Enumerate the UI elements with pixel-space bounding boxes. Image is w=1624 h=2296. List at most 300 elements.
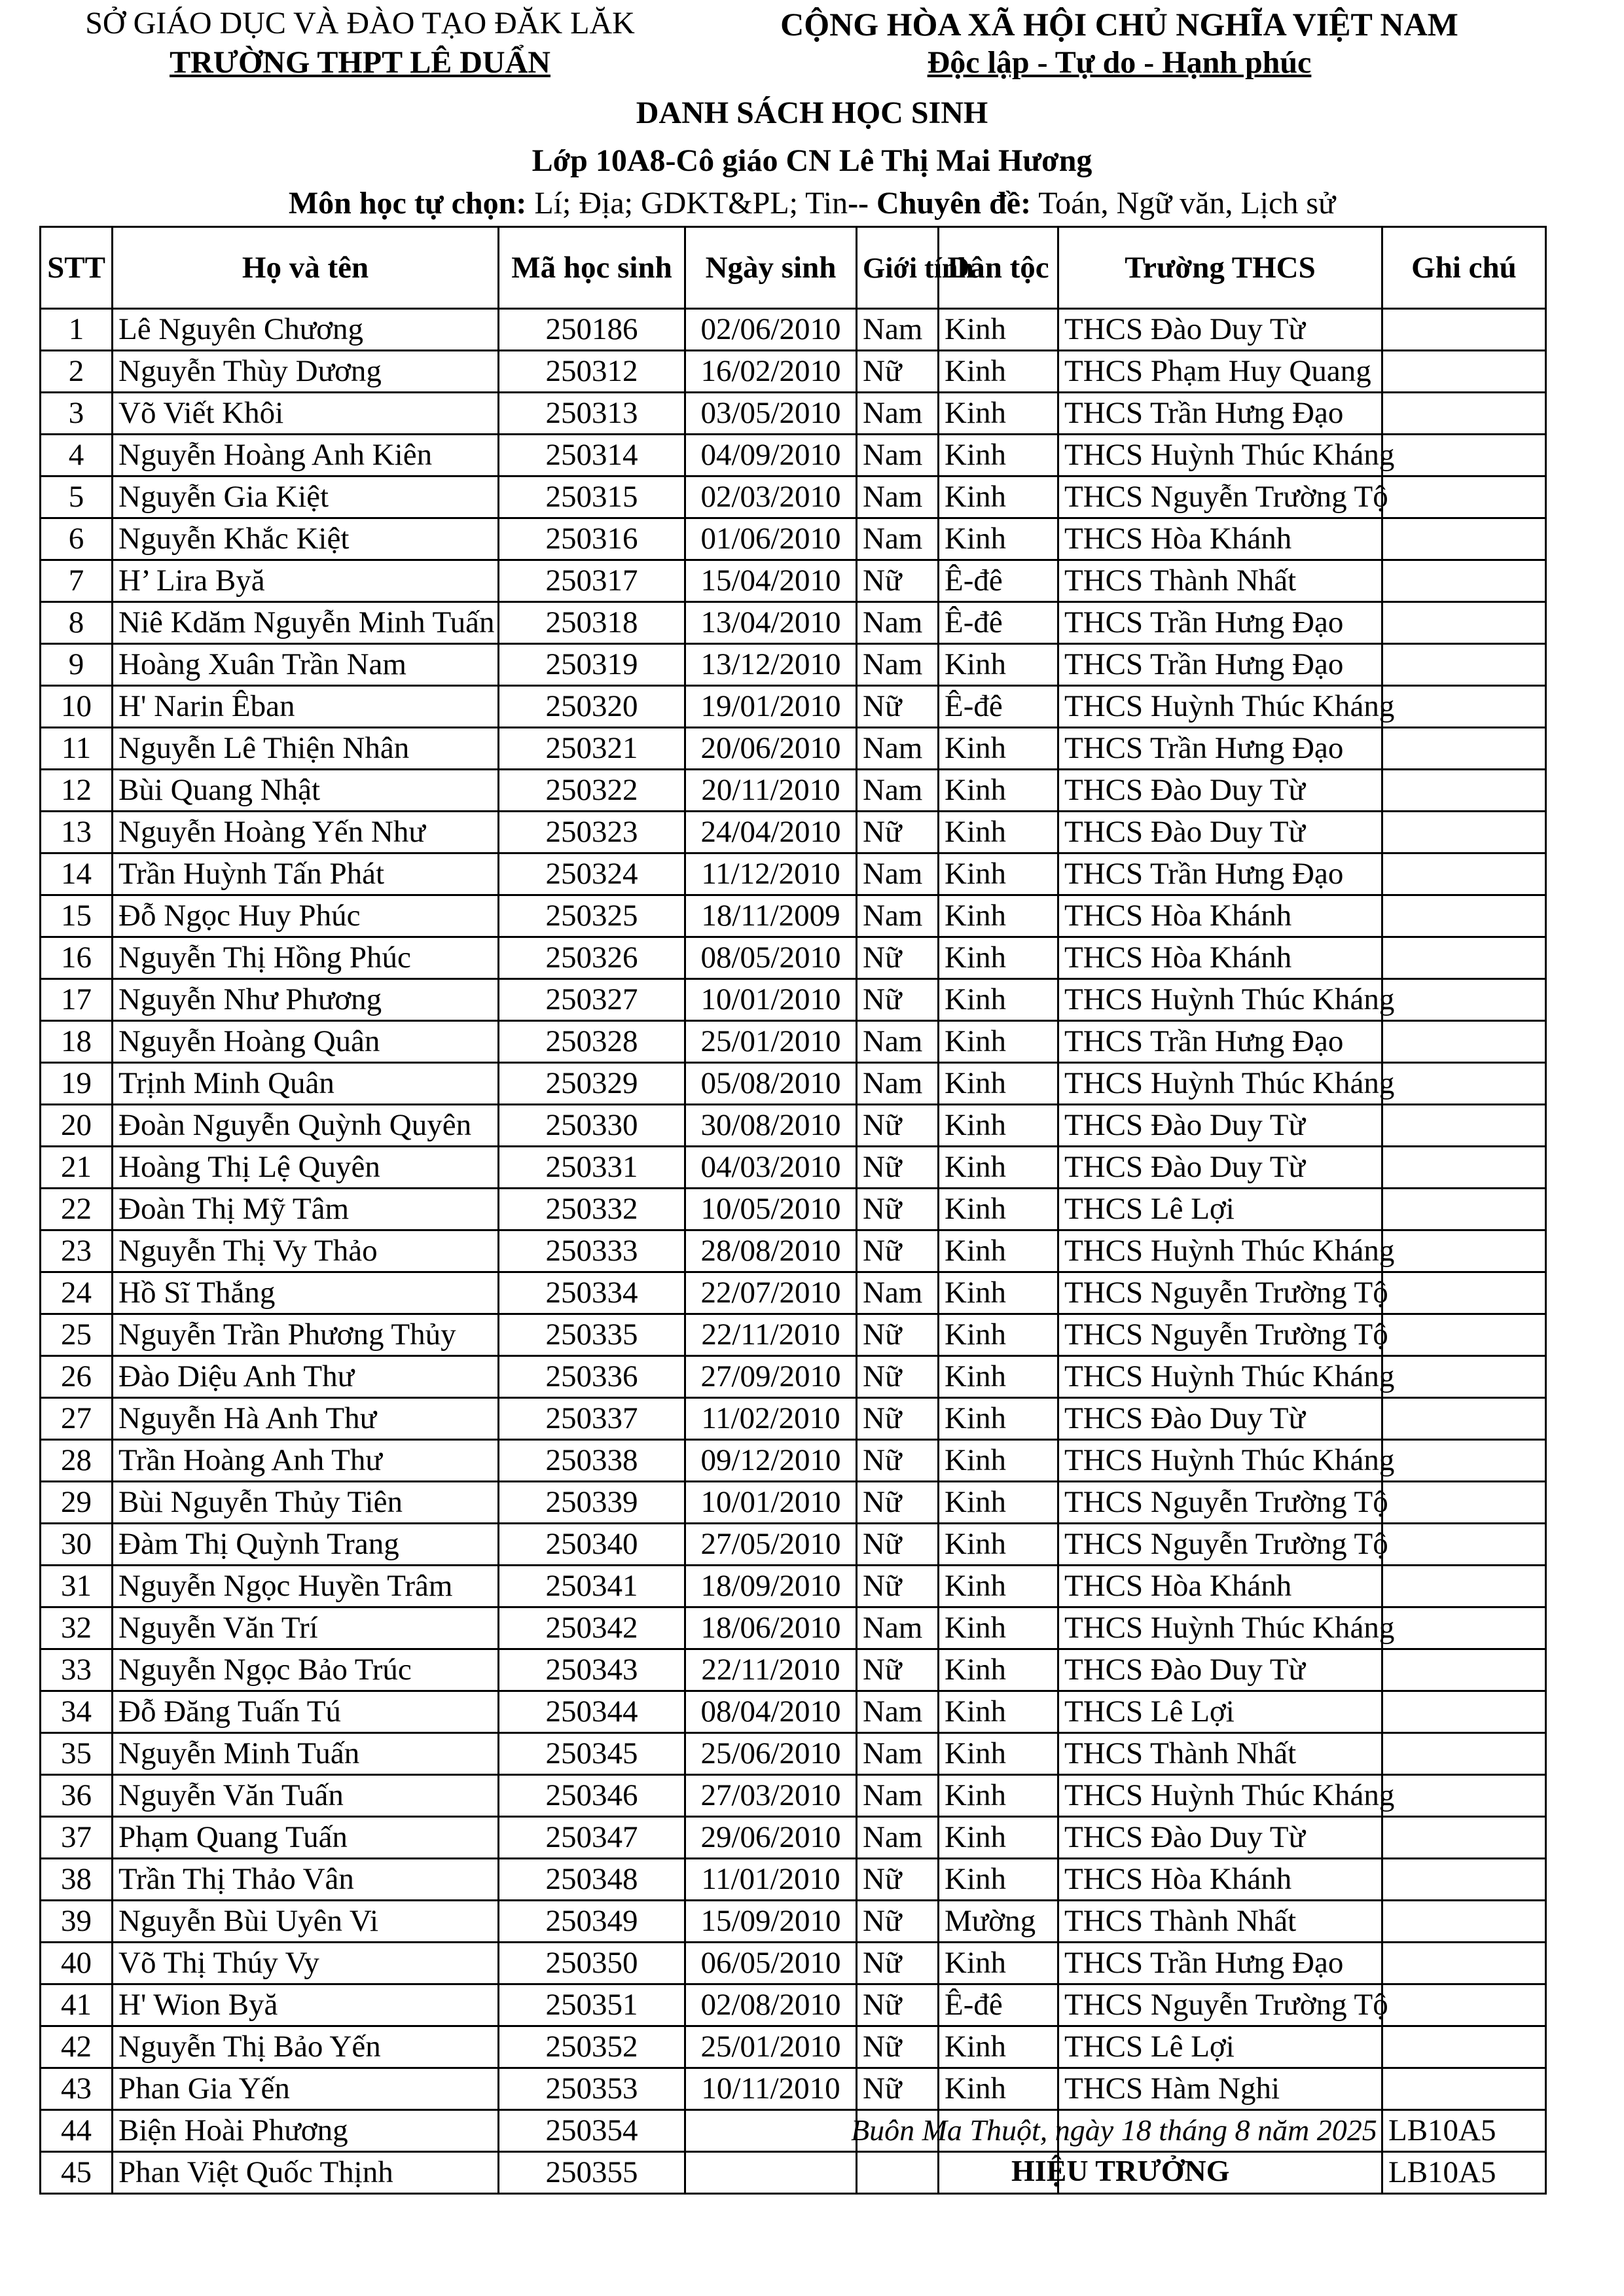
cell-note <box>1382 1607 1546 1649</box>
cell-ethnicity: Kinh <box>939 1272 1058 1314</box>
cell-school: THCS Huỳnh Thúc Kháng <box>1058 979 1382 1021</box>
cell-stt: 35 <box>41 1733 113 1775</box>
school-name: TRƯỜNG THPT LÊ DUẨN <box>170 45 550 80</box>
cell-stt: 22 <box>41 1189 113 1230</box>
cell-stt: 18 <box>41 1021 113 1063</box>
cell-stt: 42 <box>41 2026 113 2068</box>
cell-dob: 11/01/2010 <box>685 1859 857 1901</box>
cell-dob: 28/08/2010 <box>685 1230 857 1272</box>
cell-ethnicity: Kinh <box>939 1021 1058 1063</box>
cell-school: THCS Thành Nhất <box>1058 560 1382 602</box>
cell-name: Nguyễn Hoàng Anh Kiên <box>113 435 499 476</box>
cell-dob <box>685 2152 857 2194</box>
cell-note <box>1382 812 1546 853</box>
cell-stt: 33 <box>41 1649 113 1691</box>
cell-code: 250335 <box>499 1314 685 1356</box>
cell-name: Nguyễn Ngọc Huyền Trâm <box>113 1566 499 1607</box>
table-row <box>41 476 1546 518</box>
cell-dob: 22/11/2010 <box>685 1314 857 1356</box>
cell-ethnicity: Kinh <box>939 812 1058 853</box>
cell-stt: 8 <box>41 602 113 644</box>
cell-note <box>1382 1733 1546 1775</box>
cell-name: Nguyễn Như Phương <box>113 979 499 1021</box>
cell-dob: 10/01/2010 <box>685 979 857 1021</box>
cell-note: LB10A5 <box>1382 2152 1546 2194</box>
col-header-gender: Giới tính <box>857 227 939 309</box>
cell-gender: Nam <box>857 1063 939 1105</box>
cell-code: 250349 <box>499 1901 685 1943</box>
elective-label: Môn học tự chọn: <box>288 186 527 221</box>
cell-dob: 30/08/2010 <box>685 1105 857 1147</box>
cell-dob: 25/01/2010 <box>685 1021 857 1063</box>
cell-note <box>1382 309 1546 351</box>
cell-stt: 2 <box>41 351 113 393</box>
cell-name: Trần Huỳnh Tấn Phát <box>113 853 499 895</box>
cell-name: Nguyễn Lê Thiện Nhân <box>113 728 499 770</box>
table-row <box>41 1482 1546 1524</box>
cell-gender: Nam <box>857 518 939 560</box>
cell-school: THCS Đào Duy Từ <box>1058 1817 1382 1859</box>
cell-school: THCS Nguyễn Trường Tộ <box>1058 476 1382 518</box>
cell-note <box>1382 1230 1546 1272</box>
cell-stt: 31 <box>41 1566 113 1607</box>
cell-school: THCS Lê Lợi <box>1058 1189 1382 1230</box>
table-row <box>41 728 1546 770</box>
cell-dob: 15/04/2010 <box>685 560 857 602</box>
cell-name: Niê Kdăm Nguyễn Minh Tuấn <box>113 602 499 644</box>
cell-note <box>1382 1189 1546 1230</box>
cell-school: THCS Huỳnh Thúc Kháng <box>1058 435 1382 476</box>
cell-gender: Nữ <box>857 2026 939 2068</box>
cell-note <box>1382 1524 1546 1566</box>
cell-gender: Nam <box>857 853 939 895</box>
cell-note <box>1382 1021 1546 1063</box>
cell-school: THCS Huỳnh Thúc Kháng <box>1058 686 1382 728</box>
cell-dob: 10/11/2010 <box>685 2068 857 2110</box>
cell-code: 250317 <box>499 560 685 602</box>
cell-code: 250344 <box>499 1691 685 1733</box>
cell-note <box>1382 644 1546 686</box>
cell-stt: 24 <box>41 1272 113 1314</box>
cell-note <box>1382 979 1546 1021</box>
cell-stt: 25 <box>41 1314 113 1356</box>
cell-stt: 23 <box>41 1230 113 1272</box>
cell-code: 250343 <box>499 1649 685 1691</box>
cell-note: LB10A5 <box>1382 2110 1546 2152</box>
cell-name: Nguyễn Thị Bảo Yến <box>113 2026 499 2068</box>
cell-school: THCS Nguyễn Trường Tộ <box>1058 1314 1382 1356</box>
cell-stt: 32 <box>41 1607 113 1649</box>
cell-note <box>1382 351 1546 393</box>
cell-school: THCS Nguyễn Trường Tộ <box>1058 1524 1382 1566</box>
table-row <box>41 1901 1546 1943</box>
cell-code: 250186 <box>499 309 685 351</box>
table-row <box>41 1021 1546 1063</box>
cell-dob: 09/12/2010 <box>685 1440 857 1482</box>
table-row <box>41 1398 1546 1440</box>
cell-stt: 30 <box>41 1524 113 1566</box>
cell-ethnicity: Kinh <box>939 309 1058 351</box>
table-row <box>41 351 1546 393</box>
cell-ethnicity: Kinh <box>939 1943 1058 1984</box>
cell-gender: Nữ <box>857 979 939 1021</box>
cell-ethnicity: Kinh <box>939 1230 1058 1272</box>
cell-note <box>1382 1817 1546 1859</box>
table-row <box>41 1105 1546 1147</box>
cell-dob: 25/01/2010 <box>685 2026 857 2068</box>
cell-ethnicity: Ê-đê <box>939 686 1058 728</box>
cell-code: 250334 <box>499 1272 685 1314</box>
cell-note <box>1382 895 1546 937</box>
cell-dob: 13/12/2010 <box>685 644 857 686</box>
cell-name: Bùi Quang Nhật <box>113 770 499 812</box>
cell-code: 250312 <box>499 351 685 393</box>
subject-info <box>0 185 1624 221</box>
cell-ethnicity: Kinh <box>939 644 1058 686</box>
table-header-row <box>41 227 1546 309</box>
col-header-dob: Ngày sinh <box>685 227 857 309</box>
cell-school: THCS Trần Hưng Đạo <box>1058 602 1382 644</box>
cell-code: 250325 <box>499 895 685 937</box>
cell-gender: Nam <box>857 1021 939 1063</box>
cell-school: THCS Hòa Khánh <box>1058 1859 1382 1901</box>
cell-ethnicity: Ê-đê <box>939 1984 1058 2026</box>
table-row <box>41 560 1546 602</box>
cell-note <box>1382 1984 1546 2026</box>
topic-value: Toán, Ngữ văn, Lịch sử <box>1031 186 1336 221</box>
cell-ethnicity: Ê-đê <box>939 560 1058 602</box>
cell-code: 250331 <box>499 1147 685 1189</box>
cell-code: 250352 <box>499 2026 685 2068</box>
cell-code: 250313 <box>499 393 685 435</box>
cell-code: 250336 <box>499 1356 685 1398</box>
cell-name: Nguyễn Văn Trí <box>113 1607 499 1649</box>
cell-code: 250353 <box>499 2068 685 2110</box>
cell-gender: Nữ <box>857 1859 939 1901</box>
cell-note <box>1382 728 1546 770</box>
cell-dob: 22/11/2010 <box>685 1649 857 1691</box>
table-row <box>41 812 1546 853</box>
cell-code: 250348 <box>499 1859 685 1901</box>
cell-note <box>1382 1775 1546 1817</box>
cell-stt: 36 <box>41 1775 113 1817</box>
cell-gender: Nữ <box>857 1901 939 1943</box>
document-title: DANH SÁCH HỌC SINH <box>636 96 988 130</box>
cell-note <box>1382 560 1546 602</box>
cell-note <box>1382 1272 1546 1314</box>
cell-school: THCS Hòa Khánh <box>1058 518 1382 560</box>
cell-stt: 34 <box>41 1691 113 1733</box>
cell-school: THCS Đào Duy Từ <box>1058 812 1382 853</box>
cell-note <box>1382 1859 1546 1901</box>
table-row <box>41 1063 1546 1105</box>
cell-school: THCS Phạm Huy Quang <box>1058 351 1382 393</box>
cell-ethnicity: Ê-đê <box>939 602 1058 644</box>
cell-name: Lê Nguyên Chương <box>113 309 499 351</box>
cell-code: 250345 <box>499 1733 685 1775</box>
cell-code: 250318 <box>499 602 685 644</box>
table-row <box>41 1691 1546 1733</box>
cell-stt: 4 <box>41 435 113 476</box>
cell-dob: 20/06/2010 <box>685 728 857 770</box>
cell-name: Nguyễn Thị Vy Thảo <box>113 1230 499 1272</box>
cell-stt: 9 <box>41 644 113 686</box>
table-row <box>41 979 1546 1021</box>
cell-school: THCS Huỳnh Thúc Kháng <box>1058 1775 1382 1817</box>
cell-gender: Nữ <box>857 937 939 979</box>
cell-name: Đào Diệu Anh Thư <box>113 1356 499 1398</box>
cell-gender: Nữ <box>857 686 939 728</box>
cell-name: Đỗ Đăng Tuấn Tú <box>113 1691 499 1733</box>
cell-dob: 22/07/2010 <box>685 1272 857 1314</box>
cell-stt: 15 <box>41 895 113 937</box>
col-header-code: Mã học sinh <box>499 227 685 309</box>
cell-dob: 25/06/2010 <box>685 1733 857 1775</box>
cell-ethnicity: Kinh <box>939 435 1058 476</box>
cell-name: Hồ Sĩ Thắng <box>113 1272 499 1314</box>
cell-school: THCS Trần Hưng Đạo <box>1058 1943 1382 1984</box>
cell-ethnicity: Kinh <box>939 1398 1058 1440</box>
cell-code: 250323 <box>499 812 685 853</box>
cell-note <box>1382 1356 1546 1398</box>
table-row <box>41 1943 1546 1984</box>
cell-code: 250324 <box>499 853 685 895</box>
cell-dob: 29/06/2010 <box>685 1817 857 1859</box>
cell-dob: 10/01/2010 <box>685 1482 857 1524</box>
cell-ethnicity: Kinh <box>939 853 1058 895</box>
cell-stt: 7 <box>41 560 113 602</box>
cell-stt: 13 <box>41 812 113 853</box>
cell-school: THCS Trần Hưng Đạo <box>1058 393 1382 435</box>
cell-school: THCS Lê Lợi <box>1058 2026 1382 2068</box>
cell-stt: 41 <box>41 1984 113 2026</box>
cell-gender: Nam <box>857 1733 939 1775</box>
cell-code: 250338 <box>499 1440 685 1482</box>
cell-school: THCS Hàm Nghi <box>1058 2068 1382 2110</box>
cell-gender: Nam <box>857 1607 939 1649</box>
cell-school: THCS Hòa Khánh <box>1058 937 1382 979</box>
table-row <box>41 2068 1546 2110</box>
cell-stt: 44 <box>41 2110 113 2152</box>
cell-school: THCS Huỳnh Thúc Kháng <box>1058 1440 1382 1482</box>
cell-gender: Nữ <box>857 560 939 602</box>
cell-ethnicity: Kinh <box>939 1356 1058 1398</box>
cell-name: Phạm Quang Tuấn <box>113 1817 499 1859</box>
cell-stt: 6 <box>41 518 113 560</box>
cell-stt: 12 <box>41 770 113 812</box>
cell-gender: Nữ <box>857 1984 939 2026</box>
table-row <box>41 1524 1546 1566</box>
cell-ethnicity: Kinh <box>939 1649 1058 1691</box>
cell-stt: 40 <box>41 1943 113 1984</box>
cell-ethnicity: Kinh <box>939 518 1058 560</box>
cell-name: H' Narin Êban <box>113 686 499 728</box>
cell-stt: 5 <box>41 476 113 518</box>
table-row <box>41 1733 1546 1775</box>
cell-stt: 28 <box>41 1440 113 1482</box>
cell-code: 250332 <box>499 1189 685 1230</box>
cell-code: 250340 <box>499 1524 685 1566</box>
cell-dob: 18/11/2009 <box>685 895 857 937</box>
table-body <box>41 309 1546 2194</box>
cell-school: THCS Đào Duy Từ <box>1058 309 1382 351</box>
cell-name: Phan Gia Yến <box>113 2068 499 2110</box>
cell-dob: 24/04/2010 <box>685 812 857 853</box>
cell-stt: 45 <box>41 2152 113 2194</box>
cell-school: THCS Thành Nhất <box>1058 1901 1382 1943</box>
cell-dob: 15/09/2010 <box>685 1901 857 1943</box>
cell-dob: 05/08/2010 <box>685 1063 857 1105</box>
cell-note <box>1382 2068 1546 2110</box>
cell-note <box>1382 1105 1546 1147</box>
cell-stt: 16 <box>41 937 113 979</box>
cell-name: Phan Việt Quốc Thịnh <box>113 2152 499 2194</box>
cell-gender: Nữ <box>857 1356 939 1398</box>
cell-gender: Nam <box>857 1775 939 1817</box>
table-row <box>41 435 1546 476</box>
cell-stt: 20 <box>41 1105 113 1147</box>
cell-gender: Nữ <box>857 1524 939 1566</box>
cell-dob: 01/06/2010 <box>685 518 857 560</box>
cell-name: Nguyễn Khắc Kiệt <box>113 518 499 560</box>
cell-ethnicity: Kinh <box>939 1440 1058 1482</box>
cell-code: 250346 <box>499 1775 685 1817</box>
cell-school: THCS Nguyễn Trường Tộ <box>1058 1482 1382 1524</box>
table-row <box>41 309 1546 351</box>
cell-stt: 19 <box>41 1063 113 1105</box>
cell-dob: 06/05/2010 <box>685 1943 857 1984</box>
ministry-name: SỞ GIÁO DỤC VÀ ĐÀO TẠO ĐĂK LĂK <box>85 6 635 41</box>
cell-dob: 27/09/2010 <box>685 1356 857 1398</box>
cell-note <box>1382 937 1546 979</box>
cell-note <box>1382 2026 1546 2068</box>
cell-school: THCS Lê Lợi <box>1058 1691 1382 1733</box>
cell-name: Võ Viết Khôi <box>113 393 499 435</box>
cell-dob <box>685 2110 857 2152</box>
cell-name: Bùi Nguyễn Thủy Tiên <box>113 1482 499 1524</box>
cell-code: 250330 <box>499 1105 685 1147</box>
cell-code: 250321 <box>499 728 685 770</box>
cell-note <box>1382 770 1546 812</box>
cell-note <box>1382 1440 1546 1482</box>
cell-gender: Nữ <box>857 351 939 393</box>
cell-note <box>1382 686 1546 728</box>
cell-ethnicity: Kinh <box>939 937 1058 979</box>
cell-ethnicity: Kinh <box>939 1859 1058 1901</box>
table-row <box>41 770 1546 812</box>
table-row <box>41 2026 1546 2068</box>
cell-ethnicity: Kinh <box>939 1314 1058 1356</box>
cell-dob: 16/02/2010 <box>685 351 857 393</box>
cell-ethnicity: Kinh <box>939 1063 1058 1105</box>
elective-value: Lí; Địa; GDKT&PL; Tin <box>526 186 848 221</box>
cell-note <box>1382 393 1546 435</box>
cell-school: THCS Đào Duy Từ <box>1058 1105 1382 1147</box>
cell-name: Nguyễn Hoàng Quân <box>113 1021 499 1063</box>
cell-ethnicity: Kinh <box>939 1775 1058 1817</box>
cell-code: 250329 <box>499 1063 685 1105</box>
cell-dob: 18/06/2010 <box>685 1607 857 1649</box>
cell-gender: Nữ <box>857 1314 939 1356</box>
student-table <box>39 226 1547 2195</box>
cell-name: Đoàn Thị Mỹ Tâm <box>113 1189 499 1230</box>
cell-gender: Nam <box>857 1817 939 1859</box>
table-row <box>41 1356 1546 1398</box>
cell-code: 250316 <box>499 518 685 560</box>
cell-name: Nguyễn Bùi Uyên Vi <box>113 1901 499 1943</box>
cell-gender <box>857 2152 939 2194</box>
cell-dob: 18/09/2010 <box>685 1566 857 1607</box>
table-row <box>41 1607 1546 1649</box>
cell-gender: Nữ <box>857 2068 939 2110</box>
cell-dob: 11/02/2010 <box>685 1398 857 1440</box>
cell-ethnicity: Kinh <box>939 476 1058 518</box>
cell-note <box>1382 518 1546 560</box>
col-header-name: Họ và tên <box>113 227 499 309</box>
cell-gender: Nam <box>857 309 939 351</box>
cell-name: Nguyễn Trần Phương Thủy <box>113 1314 499 1356</box>
cell-ethnicity: Kinh <box>939 1817 1058 1859</box>
cell-name: Nguyễn Ngọc Bảo Trúc <box>113 1649 499 1691</box>
cell-school: THCS Huỳnh Thúc Kháng <box>1058 1607 1382 1649</box>
cell-school: THCS Đào Duy Từ <box>1058 1649 1382 1691</box>
cell-ethnicity: Kinh <box>939 2026 1058 2068</box>
cell-stt: 29 <box>41 1482 113 1524</box>
cell-stt: 21 <box>41 1147 113 1189</box>
cell-dob: 10/05/2010 <box>685 1189 857 1230</box>
cell-note <box>1382 1943 1546 1984</box>
cell-gender: Nam <box>857 476 939 518</box>
table-row <box>41 1775 1546 1817</box>
table-row <box>41 686 1546 728</box>
cell-name: Đàm Thị Quỳnh Trang <box>113 1524 499 1566</box>
cell-stt: 11 <box>41 728 113 770</box>
cell-gender: Nam <box>857 895 939 937</box>
cell-ethnicity: Kinh <box>939 393 1058 435</box>
cell-name: Hoàng Xuân Trần Nam <box>113 644 499 686</box>
cell-code: 250315 <box>499 476 685 518</box>
cell-stt: 3 <box>41 393 113 435</box>
table-row <box>41 895 1546 937</box>
cell-code: 250322 <box>499 770 685 812</box>
cell-name: Trịnh Minh Quân <box>113 1063 499 1105</box>
cell-stt: 43 <box>41 2068 113 2110</box>
cell-dob: 03/05/2010 <box>685 393 857 435</box>
cell-gender: Nữ <box>857 812 939 853</box>
cell-note <box>1382 1398 1546 1440</box>
cell-code: 250328 <box>499 1021 685 1063</box>
cell-ethnicity: Kinh <box>939 1189 1058 1230</box>
cell-code: 250341 <box>499 1566 685 1607</box>
cell-gender: Nữ <box>857 1147 939 1189</box>
cell-school: THCS Trần Hưng Đạo <box>1058 1021 1382 1063</box>
cell-dob: 11/12/2010 <box>685 853 857 895</box>
table-row <box>41 1859 1546 1901</box>
cell-stt: 14 <box>41 853 113 895</box>
cell-school: THCS Huỳnh Thúc Kháng <box>1058 1063 1382 1105</box>
cell-dob: 04/09/2010 <box>685 435 857 476</box>
table-row <box>41 644 1546 686</box>
cell-school: THCS Trần Hưng Đạo <box>1058 644 1382 686</box>
cell-school: THCS Hòa Khánh <box>1058 1566 1382 1607</box>
col-header-ethnicity: Dân tộc <box>939 227 1058 309</box>
cell-gender: Nam <box>857 435 939 476</box>
cell-stt: 27 <box>41 1398 113 1440</box>
cell-name: Biện Hoài Phương <box>113 2110 499 2152</box>
table-row <box>41 1440 1546 1482</box>
cell-ethnicity: Kinh <box>939 770 1058 812</box>
table-row <box>41 1147 1546 1189</box>
